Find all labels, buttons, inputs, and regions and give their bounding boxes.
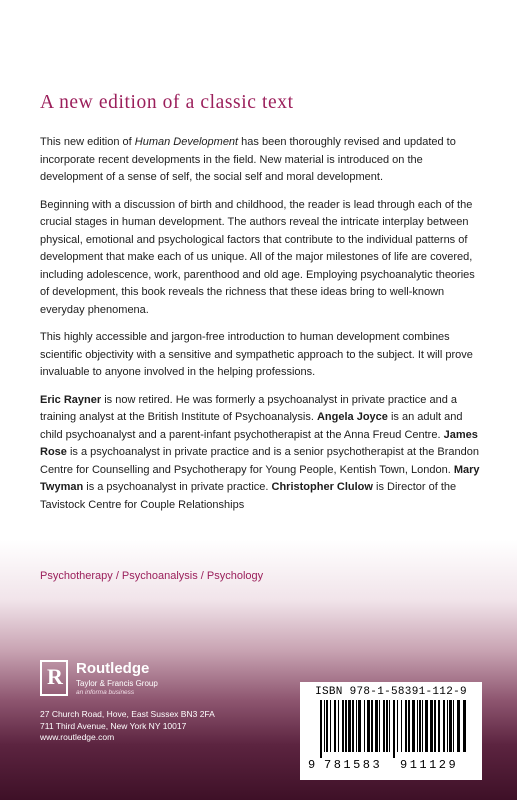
author-bio: is now retired. He was formerly a psychoanalyst in private practice and a training analyst at the British Institute of Psychoanalysis. [40, 393, 457, 423]
isbn-label: ISBN 978-1-58391-112-9 [315, 686, 467, 698]
publisher-tagline: an informa business [76, 689, 135, 696]
publisher-name: Routledge [76, 660, 150, 677]
publisher-logo [40, 660, 220, 700]
paragraph-description: Beginning with a discussion of birth and childhood, the reader is lead through each of the crucial stages in human development. The authors reveal the intricate interplay between physical, emotional and psychological factors that contribute to the individual patterns of development that make each of us unique. All of the major milestones of life are covered, including adolescence, work, parenthood and old age. Employing psychoanalytic theories of development, this book reveals the richness that these ideas bring to well-known everyday phenomena. [40, 198, 475, 316]
barcode-panel [300, 682, 482, 780]
address-line: 711 Third Avenue, New York NY 10017 [40, 720, 187, 731]
barcode-digits-right: 911129 [400, 758, 459, 772]
routledge-logo-icon [40, 660, 68, 696]
author-bio: is an adult and child psychoanalyst and a parent-infant psychotherapist at the Anna Freud Centre. [40, 411, 463, 441]
author-name: Eric Rayner [40, 393, 102, 406]
author-bio: is Director of the Tavistock Centre for Couple Relationships [40, 481, 457, 511]
website-link: www.routledge.com [40, 732, 115, 742]
author-bio: is a psychoanalyst in private practice. [83, 481, 272, 493]
barcode-digit-first: 9 [308, 758, 316, 772]
author-name: Christopher Clulow [271, 481, 373, 493]
paragraph-audience: This highly accessible and jargon-free introduction to human development combines scientific objectivity with a sensitive and sympathetic approach to the subject. It will prove invaluable to anyone involved in the helping professions. [40, 331, 473, 378]
barcode-digits [308, 758, 474, 772]
subject-categories: Psychotherapy / Psychoanalysis / Psychology [40, 570, 264, 582]
publisher-address [40, 709, 300, 744]
intro-text-a: This new edition of [40, 136, 135, 148]
author-bio: is a psychoanalyst in private practice and is a senior psychotherapist at the Brandon Centre for Counselling and Psychotherapy for Young People, Kentish Town, London. [40, 446, 480, 476]
intro-text-b: has been thoroughly revised and updated to incorporate recent developments in the field. New material is introduced on the development of a sense of self, the social self and moral development. [40, 136, 456, 183]
address-line: 27 Church Road, Hove, East Sussex BN3 2FA [40, 709, 215, 719]
author-name: James Rose [40, 428, 478, 458]
paragraph-authors [40, 392, 480, 515]
barcode-digits-left: 781583 [324, 758, 383, 772]
paragraph-intro [40, 134, 480, 187]
author-name: Angela Joyce [316, 411, 388, 423]
publisher-group: Taylor & Francis Group [76, 679, 158, 688]
barcode-icon [308, 700, 474, 758]
author-name: Mary Twyman [40, 463, 480, 493]
headline: A new edition of a classic text [40, 92, 294, 113]
book-title: Human Development [134, 136, 239, 148]
blurb [40, 134, 480, 524]
